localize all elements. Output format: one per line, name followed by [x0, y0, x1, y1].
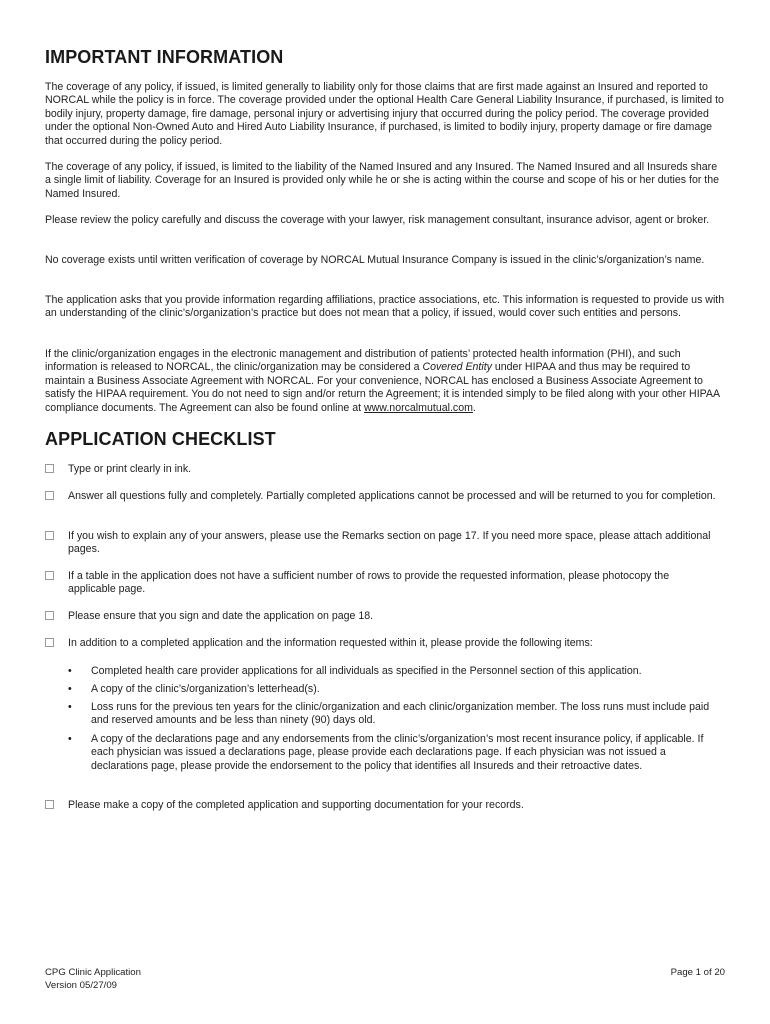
- paragraph-hipaa: [45, 348, 725, 415]
- checklist-item-label: Answer all questions fully and completely. Partially completed applications cannot be processed and will be returned to you for completion.: [68, 490, 716, 502]
- checklist-item-label: Type or print clearly in ink.: [68, 463, 192, 475]
- bullet-item-label: Loss runs for the previous ten years for the clinic/organization and each clinic/organization member. The loss runs must include paid and reserved amounts and be less than ninety (90) days old.: [91, 701, 710, 727]
- bullet-icon: •: [68, 665, 72, 677]
- checkbox-icon[interactable]: [45, 491, 54, 500]
- checkbox-icon[interactable]: [45, 611, 54, 620]
- hipaa-text-c: .: [472, 401, 476, 414]
- checkbox-icon[interactable]: [45, 531, 54, 540]
- checklist-item-label: Please ensure that you sign and date the application on page 18.: [68, 610, 374, 622]
- footer-page-number: Page 1 of 20: [670, 967, 725, 978]
- paragraph-no-coverage: No coverage exists until written verification of coverage by NORCAL Mutual Insurance Company is issued in the clinic’s/organization’s name.: [45, 254, 705, 266]
- checkbox-icon[interactable]: [45, 571, 54, 580]
- bullet-icon: •: [68, 701, 72, 713]
- covered-entity-term: Covered Entity: [422, 361, 492, 374]
- footer-version: Version 05/27/09: [45, 979, 118, 991]
- checklist-item-label: In addition to a completed application and the information requested within it, please provide the following items:: [68, 637, 593, 649]
- bullet-item-label: A copy of the clinic’s/organization’s letterhead(s).: [91, 683, 320, 695]
- hipaa-text-b: under HIPAA and thus may be required to maintain a Business Associate Agreement with NORCAL. For your convenience, NORCAL has enclosed a Business Associate Agreement to satisfy the HIPAA requirement. You do not need to sign and/or return the Agreement; it is intended simply to be filed along with your other HIPAA compliance documents. The Agreement can also be found online at: [45, 361, 720, 414]
- paragraph-coverage-claims: The coverage of any policy, if issued, is limited generally to liability only for those claims that are first made against an Insured and reported to NORCAL while the policy is in force. The coverage provided under the optional Health Care General Liability Insurance, if purchased, is limited to bodily injury, property damage, fire damage, personal injury or advertising injury that occurred during the policy period. The coverage provided under the optional Non-Owned Auto and Hired Auto Liability Insurance, if purchased, is limited to bodily injury, property damage or fire damage that occurred during the policy period.: [45, 81, 724, 147]
- checklist-item-label: If you wish to explain any of your answers, please use the Remarks section on page 17. If you need more space, please attach additional pages.: [68, 530, 711, 556]
- checkbox-icon[interactable]: [45, 464, 54, 473]
- footer-left: [45, 967, 141, 992]
- heading-important-information: IMPORTANT INFORMATION: [45, 47, 284, 67]
- paragraph-affiliations: The application asks that you provide information regarding affiliations, practice associations, etc. This information is requested to provide us with an understanding of the clinic’s/organization’s practice but does not mean that a policy, if issued, would cover such entities and persons.: [45, 294, 725, 320]
- bullet-item-label: A copy of the declarations page and any endorsements from the clinic’s/organization’s most recent insurance policy, if applicable. If each physician was issued a declarations page, please provide each declarations page. If each physician was not issued a declarations page, please provide the endorsement to the policy that identifies all Insureds and their retroactive dates.: [91, 733, 704, 772]
- hipaa-text-a: If the clinic/organization engages in the electronic management and distribution of patients’ protected health information (PHI), and such information is released to NORCAL, the clinic/organization may be considered a: [45, 348, 681, 374]
- checkbox-icon[interactable]: [45, 800, 54, 809]
- paragraph-named-insured: The coverage of any policy, if issued, is limited to the liability of the Named Insured and any Insured. The Named Insured and all Insureds share a single limit of liability. Coverage for an Insured is provided only while he or she is acting within the course and scope of his or her duties for the Named Insured.: [45, 161, 720, 200]
- paragraph-review-policy: Please review the policy carefully and discuss the coverage with your lawyer, risk management consultant, insurance advisor, agent or broker.: [45, 214, 710, 226]
- footer-document-name: CPG Clinic Application: [45, 967, 141, 978]
- bullet-icon: •: [68, 683, 72, 695]
- norcal-website-link[interactable]: www.norcalmutual.com: [364, 401, 473, 414]
- heading-application-checklist: APPLICATION CHECKLIST: [45, 429, 276, 449]
- bullet-icon: •: [68, 733, 72, 745]
- checklist-item-label: Please make a copy of the completed application and supporting documentation for your records.: [68, 799, 524, 811]
- checklist-item-label: If a table in the application does not have a sufficient number of rows to provide the requested information, please photocopy the applicable page.: [68, 570, 670, 596]
- bullet-item-label: Completed health care provider applications for all individuals as specified in the Personnel section of this application.: [91, 665, 642, 677]
- checkbox-icon[interactable]: [45, 638, 54, 647]
